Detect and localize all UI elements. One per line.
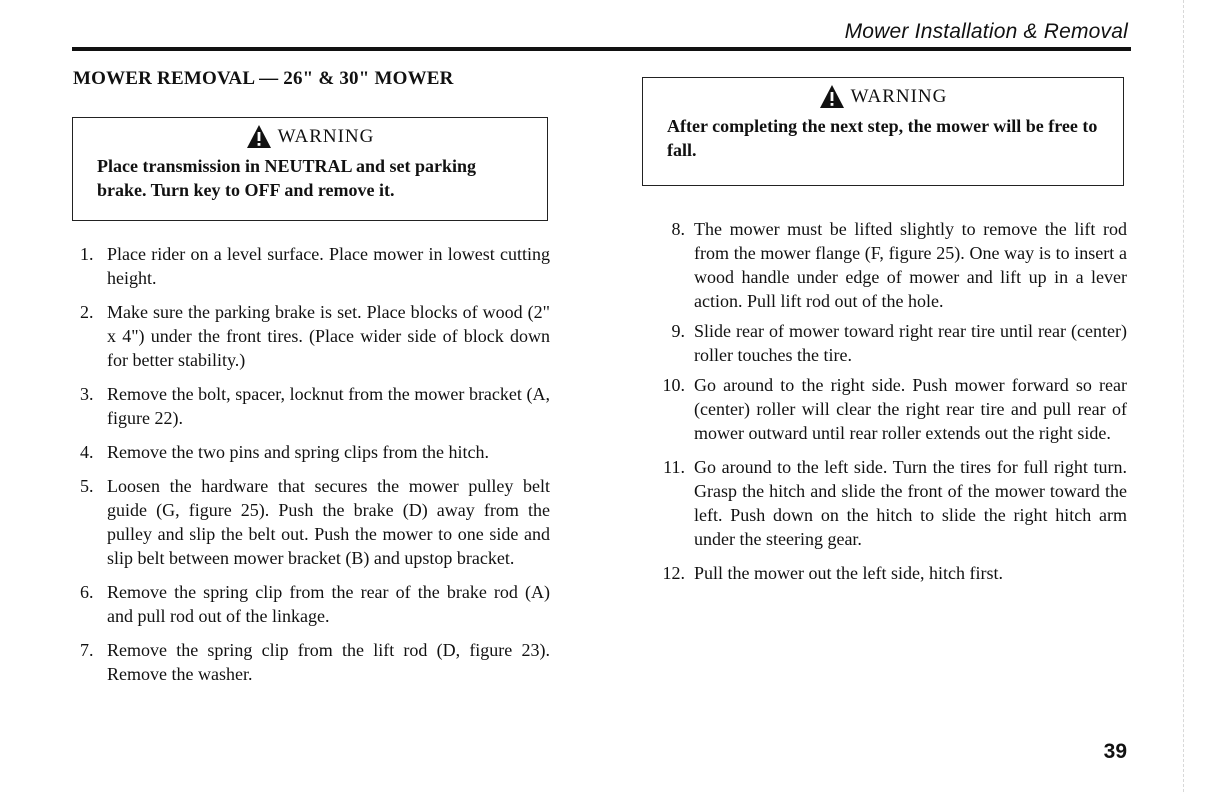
step-item <box>660 373 1127 445</box>
scan-edge <box>1182 0 1184 792</box>
step-text: Remove the two pins and spring clips from the hitch. <box>107 442 489 462</box>
warning-triangle-icon <box>819 84 845 110</box>
page-header-title: Mower Installation & Removal <box>844 20 1128 43</box>
step-item <box>660 319 1127 367</box>
step-number: 6. <box>80 582 94 602</box>
step-number: 5. <box>80 476 94 496</box>
step-item <box>660 455 1127 551</box>
step-item <box>80 300 550 372</box>
step-item <box>660 217 1127 313</box>
step-item <box>80 580 550 628</box>
step-number: 9. <box>671 321 685 341</box>
page-number: 39 <box>1103 740 1127 763</box>
step-item <box>80 440 550 464</box>
step-number: 12. <box>662 563 685 583</box>
step-text: Go around to the right side. Push mower forward so rear (center) roller will clear the right rear tire and pull rear of mower outward until rear roller extends out the right side. <box>694 375 1127 443</box>
step-text: Remove the spring clip from the lift rod (D, figure 23). Remove the washer. <box>107 640 550 684</box>
step-item <box>80 382 550 430</box>
step-number: 4. <box>80 442 94 462</box>
step-text: Remove the spring clip from the rear of the brake rod (A) and pull rod out of the linkage. <box>107 582 550 626</box>
header-rule <box>72 47 1131 51</box>
warning-header <box>667 84 1099 110</box>
warning-text: Place transmission in NEUTRAL and set parking brake. Turn key to OFF and remove it. <box>97 156 477 200</box>
warning-box-right <box>642 77 1124 186</box>
step-number: 2. <box>80 302 94 322</box>
step-number: 3. <box>80 384 94 404</box>
warning-box-left <box>72 117 548 221</box>
step-item <box>80 474 550 570</box>
step-number: 7. <box>80 640 94 660</box>
steps-list-right <box>660 217 1127 585</box>
step-item <box>80 242 550 290</box>
step-item <box>660 561 1127 585</box>
step-item <box>80 638 550 686</box>
steps-list-left <box>80 242 550 686</box>
step-text: Remove the bolt, spacer, locknut from the mower bracket (A, figure 22). <box>107 384 550 428</box>
step-text: Loosen the hardware that secures the mower pulley belt guide (G, figure 25). Push the brake (D) away from the pulley and slip the belt out. Push the mower to one side and slip belt between mower bracket (B) and upstop bracket. <box>107 476 550 568</box>
step-text: The mower must be lifted slightly to remove the lift rod from the mower flange (F, figure 25). One way is to insert a wood handle under edge of mower and lift up in a lever action. Pull lift rod out of the hole. <box>694 219 1127 311</box>
step-text: Pull the mower out the left side, hitch first. <box>694 563 1003 583</box>
warning-header <box>97 124 523 150</box>
step-number: 11. <box>663 457 685 477</box>
step-text: Slide rear of mower toward right rear tire until rear (center) roller touches the tire. <box>694 321 1127 365</box>
step-number: 1. <box>80 244 94 264</box>
section-heading: MOWER REMOVAL — 26" & 30" MOWER <box>73 68 454 89</box>
step-number: 8. <box>671 219 685 239</box>
warning-text: After completing the next step, the mower will be free to fall. <box>667 116 1098 160</box>
warning-label: WARNING <box>850 86 948 107</box>
step-text: Make sure the parking brake is set. Place blocks of wood (2" x 4") under the front tires. (Place wider side of block down for better stability.) <box>107 302 550 370</box>
step-text: Go around to the left side. Turn the tires for full right turn. Grasp the hitch and slide the front of the mower toward the left. Push down on the hitch to slide the right hitch arm under the steering gear. <box>694 457 1127 549</box>
warning-label: WARNING <box>277 126 375 147</box>
step-text: Place rider on a level surface. Place mower in lowest cutting height. <box>107 244 550 288</box>
step-number: 10. <box>662 375 685 395</box>
warning-triangle-icon <box>246 124 272 150</box>
